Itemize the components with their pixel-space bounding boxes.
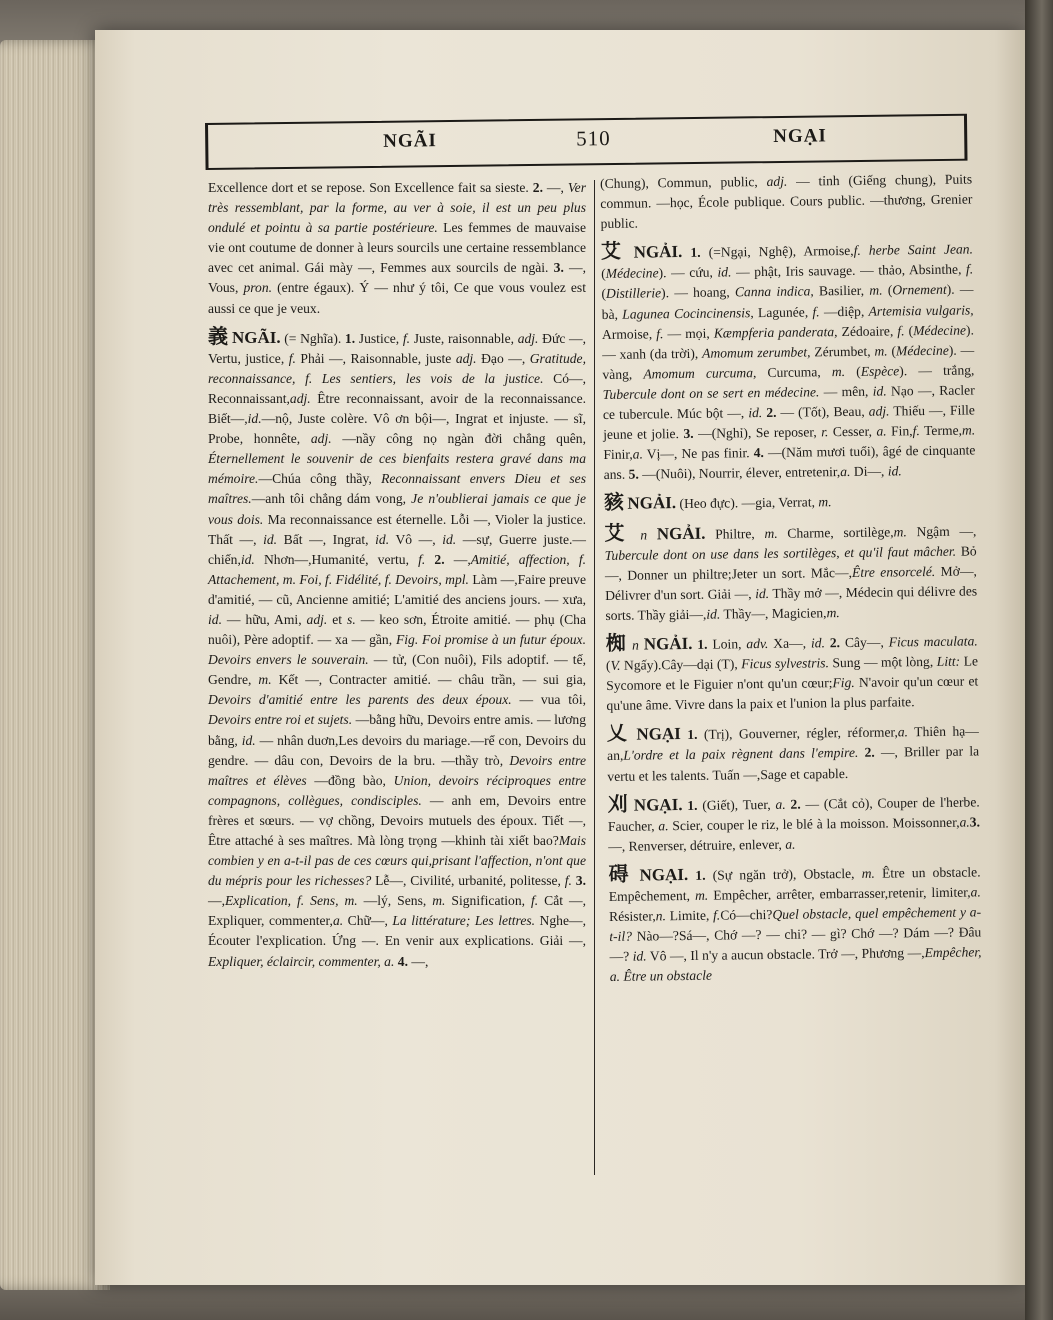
dictionary-entry: 豥 NGẢI. (Heo đực). —gia, Verrat, m. xyxy=(603,492,832,515)
dictionary-entry: 義 NGÃI. (= Nghĩa). 1. Justice, f. Juste, raisonnable, adj. Đức —, Vertu, justice, f. Phải —, Raisonnable, juste adj. Đạo —, Gratitude, reconnaissance, f. Les sentiers, les vois de la justice. Có—, Reconnaissant,adj. Être reconnaissant, avoir de la reconnaissance. Biết—,id.—nộ, Juste colère. Vô ơn bội—, Ingrat et injuste. — sĩ, Probe, honnête, adj. —nầy công nọ ngàn đời chẳng quên, Éternellement le souvenir de ces bienfaits restera gravé dans ma mémoire.—Chúa công thầy, Reconnaissant envers Dieu et ses maîtres.—anh tôi chẳng dám vong, Je n'oublierai jamais ce que je vous dois. Ma reconnaissance est éternelle. Lỗi —, Violer la justice. Thất —, id. Bất —, Ingrat, id. Vô —, id. —sự, Guerre juste.—chiến,id. Nhơn—,Humanité, vertu, f. 2. —,Amitié, affection, f. Attachement, m. Foi, f. Fidélité, f. Devoirs, mpl. Làm —,Faire preuve d'amitié, — cũ, Ancienne amitié; L'amitié des anciens jours. — xưa, id. — hữu, Ami, adj. et s. — keo sơn, Étroite amitié. — phụ (Cha nuôi), Père adoptif. — xa — gần, Fig. Foi promise à un futur époux. Devoirs envers le souverain. — tử, (Con nuôi), Fils adoptif. — tế, Gendre, m. Kết —, Contracter amitié. — châu trần, — sui gia, Devoirs d'amitié entre les parents des deux époux. — vua tôi, Devoirs entre roi et sujets. —bằng hữu, Devoirs entre amis. — lương bằng, id. — nhân duơn,Les devoirs du mariage.—rể con, Devoirs du gendre. — dâu con, Devoirs de la bru. —thầy trò, Devoirs entre maîtres et élèves —đồng bào, Union, devoirs réciproques entre compagnons, collègues, condisciples. — anh em, Devoirs entre frères et sœurs. — vợ chồng, Devoirs mutuels des époux. Tiết —, Être attaché à ses maîtres. Mà lòng trọng —khinh tài xiết bao?Mais combien y en a-t-il pas de ces cœurs qui,prisant l'affection, n'ont que du mépris pour les richesses? Lễ—, Civilité, urbanité, politesse, f. 3. —,Explication, f. Sens, m. —lý, Sens, m. Signification, f. Cắt —, Expliquer, commenter,a. Chữ—, La littérature; Les lettres. Nghe—, Écouter l'explication. Ứng —. En venir aux explications. Giải —, Expliquer, éclaircir, commenter, a. 4. —, xyxy=(208,325,587,969)
page-edges xyxy=(0,40,110,1290)
entry-continuation: (Chung), Commun, public, adj. — tỉnh (Giếng chung), Puits commun. —học, École publique. Cours public. —thương, Grenier public. xyxy=(600,171,973,232)
dictionary-entry: 椥 n NGẢI. 1. Loin, adv. Xa—, id. 2. Cây—, Ficus maculata. (V. Ngấy).Cây—dại (T), Ficus sylvestris. Sung — một lòng, Litt: Le Sycomore et le Figuier n'ont qu'un cœur;Fig. N'avoir qu'un cœur et qu'une âme. Vivre dans la paix et l'union la plus parfaite. xyxy=(605,632,979,714)
dictionary-entry: 艾 n NGẢI. Philtre, m. Charme, sortilège,m. Ngậm —, Tubercule dont on use dans les sortilèges, et qu'il faut mâcher. Bỏ—, Donner un philtre;Jeter un sort. Mắc—,Être ensorcelé. Mở—, Délivrer d'un sort. Giải —, id. Thầy mở —, Médecin qui délivre des sorts. Thầy giải—,id. Thầy—, Magicien,m. xyxy=(604,522,978,623)
facing-page-edge xyxy=(1025,0,1053,1320)
entry-continuation: Excellence dort et se repose. Son Excellence fait sa sieste. 2. —, Ver très ressemblant, par la forme, au ver à soie, il est un peu plus ondulé et pointu à sa partie postérieure. Les femmes de mauvaise vie ont coutume de donner à leurs sourcils une certaine ressemblance avec cet animal. Gái mày —, Femmes aux sourcils de ngài. 3. —, Vous, pron. (entre égaux). Ý — như ý tôi, Ce que vous voulez est aussi ce que je veux. xyxy=(208,180,587,316)
dictionary-entry: 乂 NGẠI 1. (Trị), Gouverner, régler, réformer,a. Thiên hạ—an,L'ordre et la paix règnent dans l'empire. 2. —, Briller par la vertu et les talents. Tuấn —,Sage et capable. xyxy=(606,723,980,784)
dictionary-entry: 碍 NGẠI. 1. (Sự ngăn trở), Obstacle, m. Être un obstacle. Empêchement, m. Empêcher, arrêter, embarrasser,retenir, limiter,a. Résister,n. Limite, f.Có—chi?Quel obstacle, quel empêchement y a-t-il? Nào—?Sá—, Chớ —? — chi? — gì? Chớ —? Dám —? Đâu —? id. Vô —, Il n'y a aucun obstacle. Trở —, Phương —,Empêcher, a. Être un obstacle xyxy=(608,863,982,985)
right-column xyxy=(600,169,982,987)
column-divider xyxy=(594,180,595,1175)
dictionary-entry: 刈 NGẠI. 1. (Giết), Tuer, a. 2. — (Cắt cỏ), Couper de l'herbe. Faucher, a. Scier, couper le riz, le blé à la moisson. Moissonner,a.3.—, Renverser, détruire, enlever, a. xyxy=(607,793,981,854)
header-left-word: NGÃI xyxy=(383,130,437,152)
page-number: 510 xyxy=(576,126,611,151)
header-right-word: NGẠI xyxy=(773,125,827,148)
dictionary-entry: 艾 NGẢI. 1. (=Ngại, Nghệ), Armoise,f. herbe Saint Jean. (Médecine). — cứu, id. — phật, Iris sauvage. — thảo, Absinthe, f. (Distillerie). — hoang, Canna indica, Basilier, m. (Ornement). — bà, Lagunea Cocincinensis, Lagunée, f. —diệp, Artemisia vulgaris, Armoise, f. — mọi, Kæmpferia panderata, Zédoaire, f. (Médecine). — xanh (da trời), Amomum zerumbet, Zérumbet, m. (Médecine). — vàng, Amomum curcuma, Curcuma, m. (Espèce). — trắng, Tubercule dont on se sert en médecine. — mên, id. Nạo —, Racler ce tubercule. Múc bột —, id. 2. — (Tốt), Beau, adj. Thiếu —, Fille jeune et jolie. 3. —(Nghỉ), Se reposer, r. Cesser, a. Fin,f. Terme,m. Finir,a. Vị—, Ne pas finir. 4. —(Năm mươi tuổi), âgé de cinquante ans. 5. —(Nuôi), Nourrir, élever, entretenir,a. Di—, id. xyxy=(600,240,976,483)
running-header xyxy=(205,114,968,170)
left-column xyxy=(208,178,586,972)
